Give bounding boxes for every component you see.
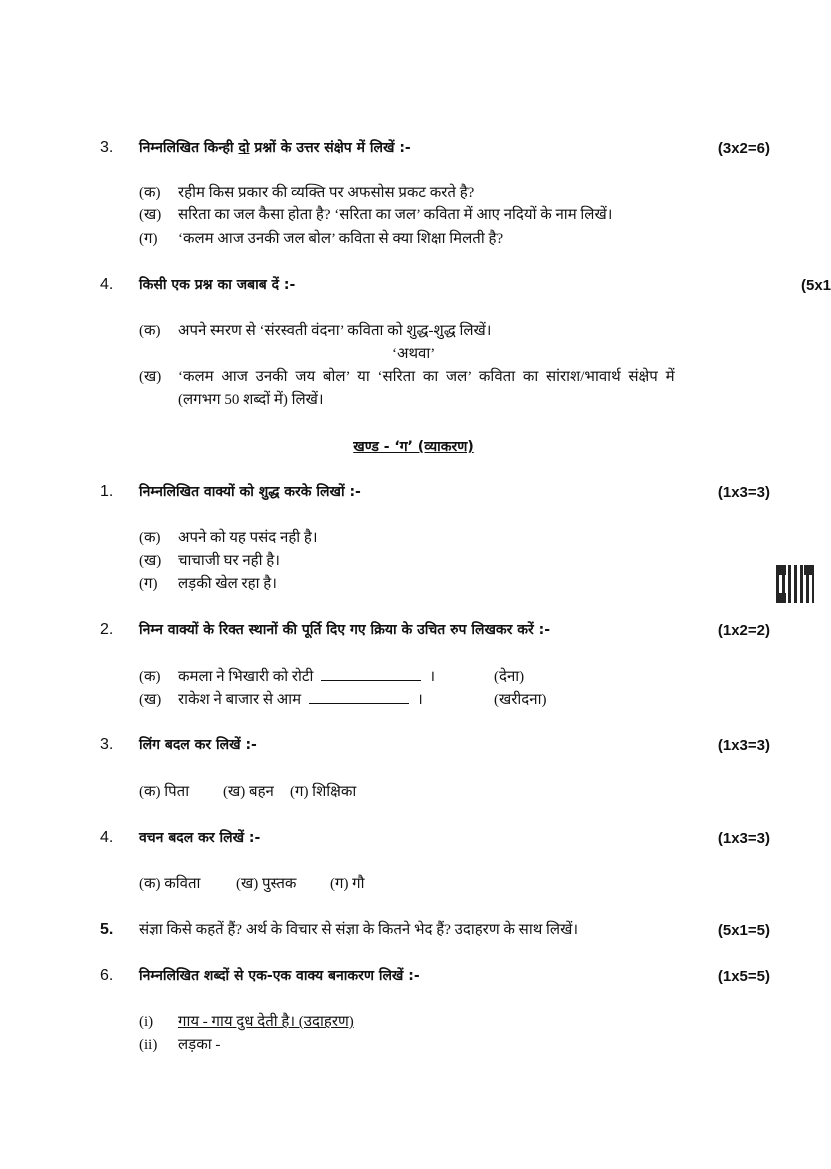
item-text-continued: (लगभग 50 शब्दों में) लिखें। [178, 392, 324, 408]
qr-code [776, 565, 814, 603]
item-label: (ii) [139, 1037, 158, 1053]
word-item: (ख) बहन [223, 784, 274, 800]
item-text: चाचाजी घर नही है। [178, 553, 280, 569]
question-text-part: प्रश्नों के उत्तर संक्षेप में लिखें :- [249, 140, 411, 156]
word-item: (ग) गौ [330, 876, 365, 892]
question-number: 1. [100, 483, 114, 500]
item-sentence: राकेश ने बाजार से आम [178, 692, 302, 708]
question-text: निम्न वाक्यों के रिक्त स्थानों की पूर्ति दिए गए क्रिया के उचित रुप लिखकर करें :- [139, 622, 551, 638]
question-marks: (3x2=6) [717, 140, 770, 157]
question-marks: (1x3=3) [717, 484, 770, 501]
word-item: (ख) पुस्तक [236, 876, 297, 892]
question-text: वचन बदल कर लिखें :- [139, 830, 261, 846]
question-number: 4. [100, 276, 114, 293]
answer-blank [309, 703, 409, 704]
question-number: 4. [100, 829, 114, 846]
item-label: (क) [139, 669, 161, 685]
question-marks: (1x5=5) [717, 968, 770, 985]
item-text: अपने स्मरण से ‘संरस्वती वंदना’ कविता को शुद्ध-शुद्ध लिखें। [178, 323, 492, 339]
word-item: (क) कविता [139, 876, 201, 892]
word-item: (ग) शिक्षिका [290, 784, 357, 800]
item-end: । [429, 669, 436, 685]
item-label: (क) [139, 530, 161, 546]
item-text [178, 690, 423, 710]
question-number: 6. [100, 967, 114, 984]
item-label: (ग) [139, 231, 158, 247]
question-emphasis: दो [238, 140, 250, 156]
item-label: (i) [139, 1014, 154, 1030]
item-text: लड़की खेल रहा है। [178, 576, 277, 592]
item-text: अपने को यह पसंद नही है। [178, 530, 318, 546]
item-label: (क) [139, 185, 161, 201]
question-marks: (1x2=2) [717, 622, 770, 639]
question-marks: (1x3=3) [717, 830, 770, 847]
or-separator: ‘अथवा’ [392, 346, 436, 362]
question-marks: (1x3=3) [717, 737, 770, 754]
item-label: (ख) [139, 553, 162, 569]
item-text [178, 667, 435, 687]
item-text: सरिता का जल कैसा होता है? ‘सरिता का जल’ कविता में आए नदियों के नाम लिखें। [178, 207, 613, 223]
item-label: (ख) [139, 369, 162, 385]
item-text: ‘कलम आज उनकी जल बोल’ कविता से क्या शिक्षा मिलती है? [178, 231, 504, 247]
question-text: निम्नलिखित वाक्यों को शुद्ध करके लिखों :- [139, 484, 361, 500]
item-label: (ख) [139, 692, 162, 708]
item-label: (ग) [139, 576, 158, 592]
question-marks: (5x1 [801, 277, 831, 294]
question-marks: (5x1=5) [717, 922, 770, 939]
question-text: निम्नलिखित शब्दों से एक-एक वाक्य बनाकरण लिखें :- [139, 968, 420, 984]
item-sentence: कमला ने भिखारी को रोटी [178, 669, 314, 685]
item-label: (ख) [139, 207, 162, 223]
word-item: (क) पिता [139, 784, 190, 800]
question-text: किसी एक प्रश्न का जबाब दें :- [139, 277, 296, 293]
question-text-part: निम्नलिखित किन्ही [139, 140, 239, 156]
question-number: 2. [100, 621, 114, 638]
item-text: रहीम किस प्रकार की व्यक्ति पर अफसोस प्रकट करते है? [178, 185, 475, 201]
example-sentence: गाय - गाय दुध देती है। (उदाहरण) [178, 1014, 354, 1030]
section-heading: खण्ड - ‘ग’ (व्याकरण) [353, 439, 474, 455]
item-hint: (देना) [494, 669, 525, 685]
item-label: (क) [139, 323, 161, 339]
question-text: लिंग बदल कर लिखें :- [139, 737, 257, 753]
item-text: ‘कलम आज उनकी जय बोल’ या ‘सरिता का जल’ कविता का सांराश/भावार्थ संक्षेप में [178, 369, 675, 385]
question-text: संज्ञा किसे कहतें हैं? अर्थ के विचार से संज्ञा के कितने भेद हैं? उदाहरण के साथ लिखें। [139, 922, 579, 938]
item-hint: (खरीदना) [494, 692, 547, 708]
question-text [139, 138, 411, 158]
question-number: 5. [100, 921, 114, 938]
question-number: 3. [100, 736, 114, 753]
item-end: । [417, 692, 423, 708]
question-number: 3. [100, 139, 114, 156]
answer-blank [321, 680, 421, 681]
item-text: लड़का - [178, 1037, 221, 1053]
